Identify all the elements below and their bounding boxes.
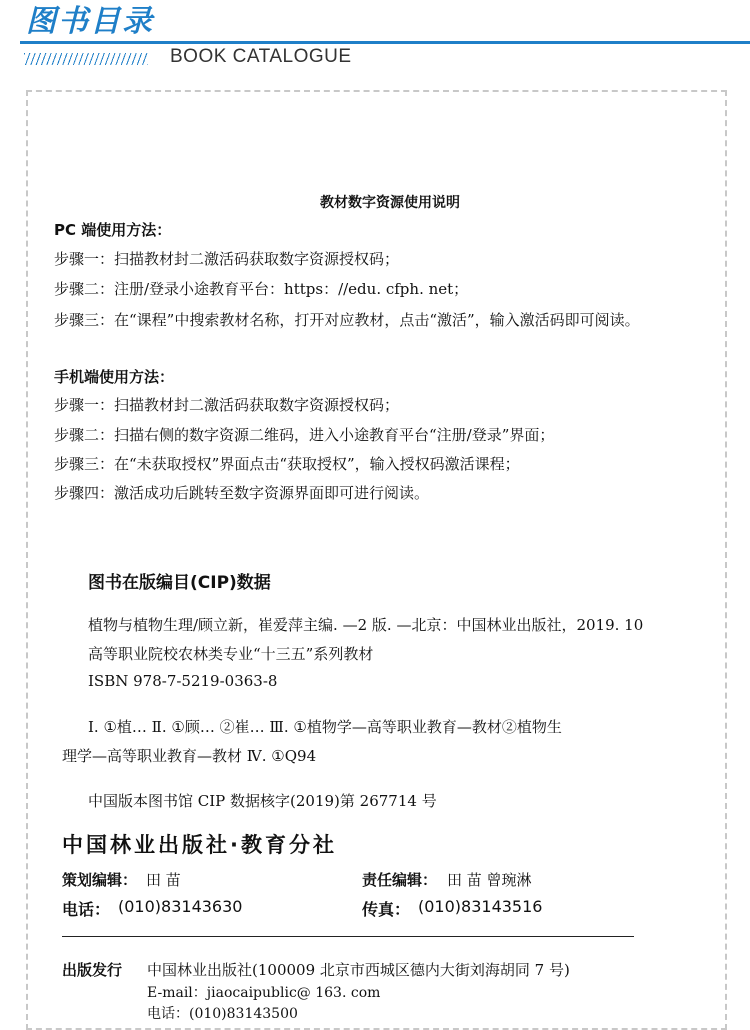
cip-line-1: 植物与植物生理/顾立新，崔爱萍主编. —2 版. —北京：中国林业出版社，2019. 10 (88, 616, 644, 634)
phone-label: 电话： (62, 900, 111, 919)
catalogue-title: 图书目录 (26, 4, 154, 39)
cip-classification-2: 理学—高等职业教育—教材 Ⅳ. ①Q94 (62, 747, 317, 765)
pc-heading: PC 端使用方法： (54, 221, 172, 239)
catalogue-subtitle: BOOK CATALOGUE (170, 46, 352, 67)
cip-record: 中国版本图书馆 CIP 数据核字(2019)第 267714 号 (88, 792, 437, 810)
mobile-step-3: 步骤三：在“未获取授权”界面点击“获取授权”，输入授权码激活课程； (54, 455, 520, 473)
publisher-name: 中国林业出版社·教育分社 (62, 833, 337, 857)
planning-editor: 田 苗 (146, 871, 181, 889)
mobile-step-2: 步骤二：扫描右侧的数字资源二维码，进入小途教育平台“注册/登录”界面； (54, 426, 555, 444)
cip-heading: 图书在版编目(CIP)数据 (88, 573, 271, 593)
cip-classification-1: Ⅰ. ①植… Ⅱ. ①顾… ②崔… Ⅲ. ①植物学—高等职业教育—教材②植物生 (88, 718, 562, 736)
distribution: 中国林业出版社(100009 北京市西城区德内大街刘海胡同 7 号) (147, 961, 570, 979)
instructions-title: 教材数字资源使用说明 (320, 195, 460, 211)
header-stripes (24, 53, 148, 65)
responsible-editor: 田 苗 曾琬淋 (447, 871, 532, 889)
header-rule (20, 41, 750, 44)
pc-step-1: 步骤一：扫描教材封二激活码获取数字资源授权码； (54, 250, 400, 268)
responsible-editor-label: 责任编辑： (362, 871, 438, 889)
distribution-phone: 电话：(010)83143500 (147, 1006, 298, 1022)
fax: (010)83143516 (418, 897, 543, 916)
distribution-label: 出版发行 (62, 961, 123, 979)
planning-editor-label: 策划编辑： (62, 871, 138, 889)
cip-line-2: 高等职业院校农林类专业“十三五”系列教材 (88, 645, 374, 663)
mobile-heading: 手机端使用方法： (54, 368, 175, 386)
mobile-step-1: 步骤一：扫描教材封二激活码获取数字资源授权码； (54, 396, 400, 414)
cip-isbn: ISBN 978-7-5219-0363-8 (88, 672, 278, 690)
phone: (010)83143630 (118, 897, 243, 916)
email: E-mail：jiaocaipublic@ 163. com (147, 985, 381, 1001)
pc-step-3: 步骤三：在“课程”中搜索教材名称，打开对应教材，点击“激活”，输入激活码即可阅读。 (54, 311, 640, 329)
pc-step-2: 步骤二：注册/登录小途教育平台：https：//edu. cfph. net； (54, 280, 469, 298)
divider-line (62, 936, 634, 937)
mobile-step-4: 步骤四：激活成功后跳转至数字资源界面即可进行阅读。 (54, 484, 430, 502)
fax-label: 传真： (362, 900, 411, 919)
